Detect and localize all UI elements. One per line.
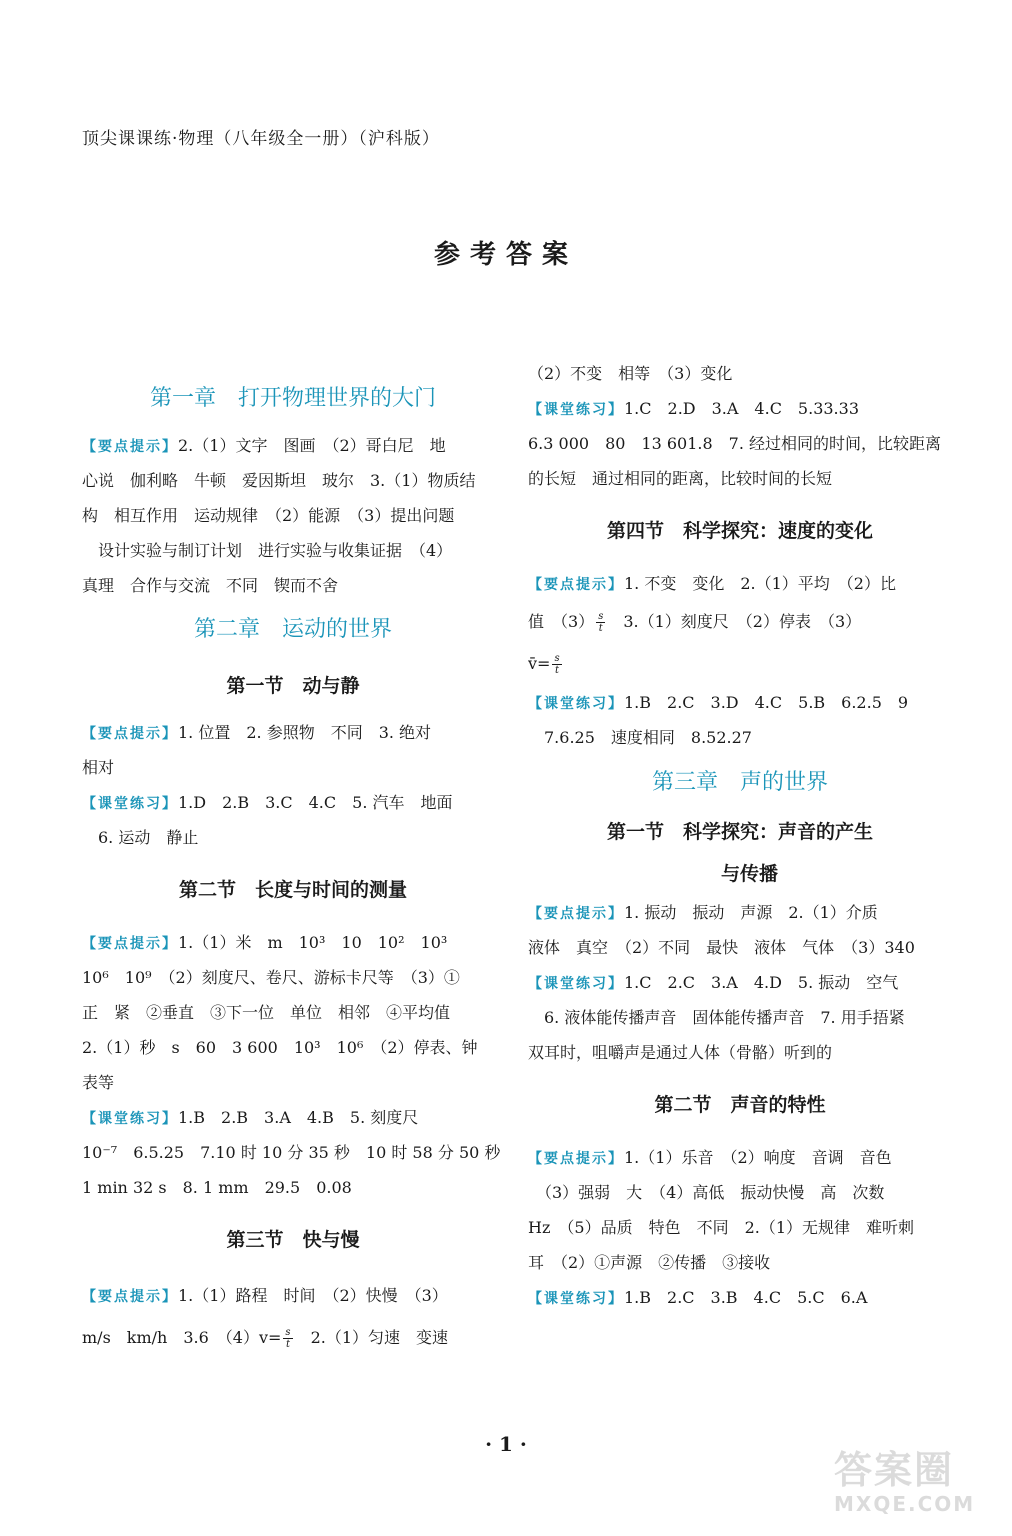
answer-line (82, 1317, 504, 1359)
answer-line (82, 1170, 504, 1205)
line-text: 液体 真空 （2）不同 最快 液体 气体 （3）340 (528, 938, 915, 957)
line-text: 2.（1）文字 图画 （2）哥白尼 地 (178, 436, 446, 455)
chapter-heading (82, 603, 504, 657)
answer-line (82, 750, 504, 785)
section-tag: 【要点提示】 (82, 1289, 178, 1305)
answer-line (528, 895, 952, 930)
line-text: 1.D 2.B 3.C 4.C 5. 汽车 地面 (178, 793, 453, 812)
line-text: 第一节 动与静 (226, 675, 360, 697)
answer-line (82, 925, 504, 960)
answer-line (528, 461, 952, 496)
section-heading (528, 853, 952, 895)
fraction (283, 1327, 292, 1350)
section-tag: 【课堂练习】 (528, 696, 624, 712)
answer-line (82, 498, 504, 533)
answer-line (82, 820, 504, 855)
section-heading (82, 855, 504, 925)
page-title: 参考答案 (433, 240, 578, 270)
answer-line (82, 715, 504, 750)
line-text: 第一节 科学探究：声音的产生 (606, 821, 873, 843)
line-text: 1.C 2.D 3.A 4.C 5.33.33 (624, 399, 860, 418)
line-text: 设计实验与制订计划 进行实验与收集证据 （4） (82, 541, 453, 560)
line-text: 1.（1）乐音 （2）响度 音调 音色 (624, 1148, 892, 1167)
line-text: 值 （3） (528, 612, 595, 631)
fraction-denominator: t (285, 1339, 290, 1350)
line-text: 表等 (82, 1073, 115, 1092)
answer-line (528, 1280, 952, 1315)
line-text: m/s km/h 3.6 （4）v= (82, 1328, 282, 1347)
section-tag: 【要点提示】 (82, 936, 178, 952)
line-text: （2）不变 相等 （3）变化 (528, 364, 733, 383)
answer-line (82, 463, 504, 498)
answer-line (82, 785, 504, 820)
answer-line (528, 720, 952, 755)
section-heading (82, 657, 504, 715)
answer-line (528, 643, 952, 685)
left-column (82, 356, 504, 1359)
answer-line (82, 995, 504, 1030)
line-text: 6. 液体能传播声音 固体能传播声音 7. 用手捂紧 (528, 1008, 905, 1027)
line-text: 第二节 声音的特性 (654, 1094, 826, 1116)
line-text: （3）强弱 大 （4）高低 振动快慢 高 次数 (528, 1183, 885, 1202)
section-tag: 【课堂练习】 (528, 1291, 624, 1307)
answer-line (82, 1135, 504, 1170)
section-tag: 【要点提示】 (528, 1151, 624, 1167)
answer-line (528, 356, 952, 391)
section-heading (528, 811, 952, 853)
chapter-heading (528, 755, 952, 811)
line-text: 1.（1）路程 时间 （2）快慢 （3） (178, 1286, 448, 1305)
fraction (552, 653, 561, 676)
line-text: 1.B 2.C 3.D 4.C 5.B 6.2.5 9 (624, 693, 909, 712)
spacer (82, 356, 504, 370)
fraction-denominator: t (598, 623, 603, 634)
watermark-bottom: MXQE.COM (834, 1492, 976, 1516)
answer-line (528, 566, 952, 601)
answer-line (82, 960, 504, 995)
answer-line (82, 1065, 504, 1100)
answer-line (528, 1175, 952, 1210)
line-text: v̄= (528, 654, 551, 673)
section-tag: 【要点提示】 (528, 906, 624, 922)
line-text: 6. 运动 静止 (82, 828, 199, 847)
line-text: 第三节 快与慢 (226, 1229, 360, 1251)
line-text: 1. 不变 变化 2.（1）平均 （2）比 (624, 574, 896, 593)
answer-line (82, 568, 504, 603)
section-tag: 【课堂练习】 (528, 976, 624, 992)
answer-line (528, 1035, 952, 1070)
line-text: 1. 振动 振动 声源 2.（1）介质 (624, 903, 878, 922)
line-text: 6.3 000 80 13 601.8 7. 经过相同的时间，比较距离 (528, 434, 942, 453)
page-number: · 1 · (485, 1432, 527, 1456)
line-text: 第三章 声的世界 (651, 770, 828, 795)
right-column (528, 356, 952, 1315)
line-text: 耳 （2）①声源 ②传播 ③接收 (528, 1253, 771, 1272)
fraction-numerator: s (554, 653, 560, 664)
running-head: 顶尖课课练·物理（八年级全一册）（沪科版） (82, 129, 440, 149)
line-text: 相对 (82, 758, 115, 777)
section-tag: 【要点提示】 (82, 439, 178, 455)
answer-line (82, 428, 504, 463)
line-text: 正 紧 ②垂直 ③下一位 单位 相邻 ④平均值 (82, 1003, 451, 1022)
fraction-denominator: t (555, 665, 560, 676)
section-heading (528, 496, 952, 566)
line-text: 双耳时，咀嚼声是通过人体（骨骼）听到的 (528, 1043, 833, 1062)
fraction-numerator: s (285, 1327, 291, 1338)
answer-line (528, 1000, 952, 1035)
line-text: 10⁻⁷ 6.5.25 7.10 时 10 分 35 秒 10 时 58 分 50 秒 (82, 1143, 501, 1162)
watermark-top: 答案圈 (834, 1448, 955, 1492)
section-heading (528, 1070, 952, 1140)
answer-line (82, 1030, 504, 1065)
chapter-heading (82, 370, 504, 428)
line-text: 真理 合作与交流 不同 锲而不舍 (82, 576, 339, 595)
answer-line (82, 533, 504, 568)
line-text: 构 相互作用 运动规律 （2）能源 （3）提出问题 (82, 506, 455, 525)
line-text: 1.（1）米 m 10³ 10 10² 10³ (178, 933, 448, 952)
line-text-after: 2.（1）匀速 变速 (294, 1328, 449, 1347)
answer-line (528, 930, 952, 965)
line-text: 第一章 打开物理世界的大门 (149, 386, 436, 411)
line-text: 2.（1）秒 s 60 3 600 10³ 10⁶ （2）停表、钟 (82, 1038, 478, 1057)
section-tag: 【课堂练习】 (82, 796, 178, 812)
line-text: 7.6.25 速度相同 8.52.27 (528, 728, 752, 747)
answer-line (528, 601, 952, 643)
fraction (596, 611, 605, 634)
line-text: 10⁶ 10⁹ （2）刻度尺、卷尺、游标卡尺等 （3）① (82, 968, 460, 987)
watermark-logo (834, 1448, 1002, 1528)
line-text: 1. 位置 2. 参照物 不同 3. 绝对 (178, 723, 432, 742)
section-heading (82, 1205, 504, 1275)
section-tag: 【课堂练习】 (528, 402, 624, 418)
line-text: 1 min 32 s 8. 1 mm 29.5 0.08 (82, 1178, 352, 1197)
answer-line (528, 685, 952, 720)
section-tag: 【要点提示】 (528, 577, 624, 593)
fraction-numerator: s (598, 611, 604, 622)
answer-line (528, 965, 952, 1000)
answer-line (82, 1275, 504, 1317)
line-text: 第二章 运动的世界 (193, 617, 392, 642)
line-text: 心说 伽利略 牛顿 爱因斯坦 玻尔 3.（1）物质结 (82, 471, 476, 490)
answer-line (82, 1100, 504, 1135)
line-text: Hz （5）品质 特色 不同 2.（1）无规律 难听刺 (528, 1218, 915, 1237)
line-text: 1.B 2.B 3.A 4.B 5. 刻度尺 (178, 1108, 419, 1127)
line-text: 的长短 通过相同的距离，比较时间的长短 (528, 469, 833, 488)
answer-line (528, 1140, 952, 1175)
answer-line (528, 1245, 952, 1280)
line-text: 与传播 (701, 863, 778, 885)
line-text: 第四节 科学探究：速度的变化 (606, 520, 873, 542)
answer-line (528, 391, 952, 426)
line-text: 1.B 2.C 3.B 4.C 5.C 6.A (624, 1288, 868, 1307)
section-tag: 【课堂练习】 (82, 1111, 178, 1127)
section-tag: 【要点提示】 (82, 726, 178, 742)
line-text: 1.C 2.C 3.A 4.D 5. 振动 空气 (624, 973, 899, 992)
answer-line (528, 1210, 952, 1245)
line-text: 第二节 长度与时间的测量 (178, 879, 407, 901)
line-text-after: 3.（1）刻度尺 （2）停表 （3） (607, 612, 862, 631)
answer-line (528, 426, 952, 461)
